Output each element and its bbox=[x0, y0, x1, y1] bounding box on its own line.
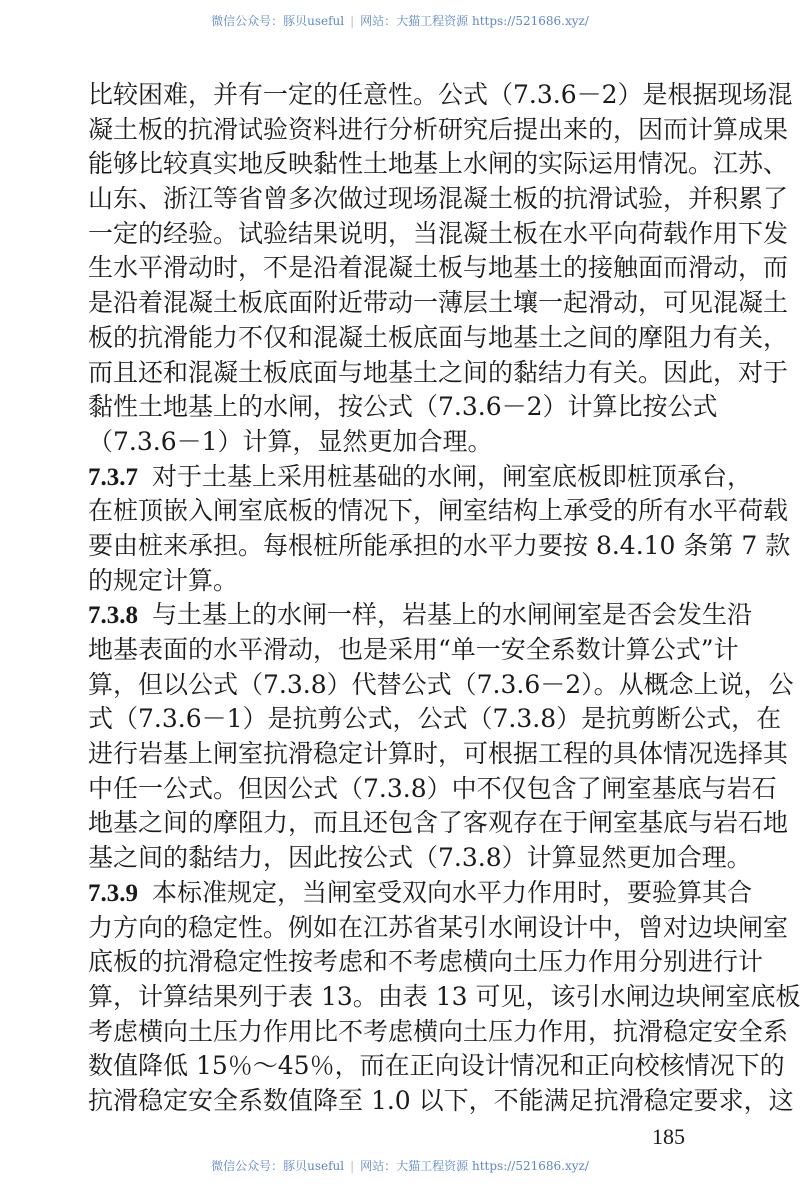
line-text: 而且还和混凝土板底面与地基土之间的黏结力有关。因此，对于 bbox=[88, 357, 789, 387]
text-line bbox=[88, 286, 789, 321]
line-text: 本标准规定，当闸室受双向水平力作用时，要验算其合 bbox=[152, 877, 753, 907]
line-text: 抗滑稳定安全系数值降至 1.0 以下，不能满足抗滑稳定要求，这 bbox=[88, 1085, 794, 1115]
line-text: 算，计算结果列于表 13。由表 13 可见，该引水闸边块闸室底板 bbox=[88, 981, 800, 1011]
section-first-line bbox=[88, 460, 753, 495]
line-text: （7.3.6－1）计算，显然更加合理。 bbox=[88, 426, 493, 456]
section-number: 7.3.7 bbox=[88, 463, 138, 491]
text-line bbox=[88, 702, 782, 737]
line-text: 比较困难，并有一定的任意性。公式（7.3.6－2）是根据现场混 bbox=[88, 80, 793, 109]
text-line bbox=[88, 633, 739, 668]
line-text: 一定的经验。试验结果说明，当混凝土板在水平向荷载作用下发 bbox=[88, 218, 789, 248]
text-line bbox=[88, 113, 789, 148]
line-text: 板的抗滑能力不仅和混凝土板底面与地基土之间的摩阻力有关， bbox=[88, 322, 789, 352]
text-line bbox=[88, 772, 777, 807]
line-text: 算，但以公式（7.3.8）代替公式（7.3.6－2）。从概念上说，公 bbox=[88, 669, 794, 699]
text-line bbox=[88, 356, 789, 391]
line-text: 的规定计算。 bbox=[88, 565, 239, 595]
watermark-right: 网站：大猫工程资源 https://521686.xyz/ bbox=[360, 1159, 589, 1173]
text-line bbox=[88, 980, 800, 1015]
footer-watermark bbox=[0, 1158, 800, 1174]
text-line bbox=[88, 529, 791, 564]
line-text: 山东、浙江等省曾多次做过现场混凝土板的抗滑试验，并积累了 bbox=[88, 184, 789, 214]
line-text: 中任一公式。但因公式（7.3.8）中不仅包含了闸室基底与岩石 bbox=[88, 773, 777, 803]
section-number: 7.3.8 bbox=[88, 602, 138, 630]
line-text: 在桩顶嵌入闸室底板的情况下，闸室结构上承受的所有水平荷载 bbox=[88, 496, 789, 526]
text-line bbox=[88, 321, 789, 356]
line-text: 是沿着混凝土板底面附近带动一薄层土壤一起滑动，可见混凝土 bbox=[88, 288, 789, 318]
line-text: 数值降低 15％～45％，而在正向设计情况和正向校核情况下的 bbox=[88, 1051, 785, 1081]
text-line bbox=[88, 1049, 785, 1084]
text-line bbox=[88, 425, 714, 460]
watermark-separator: | bbox=[350, 1159, 355, 1173]
line-text: 底板的抗滑稳定性按考虑和不考虑横向土压力作用分别进行计 bbox=[88, 947, 764, 977]
text-line bbox=[88, 564, 714, 599]
line-text: 与土基上的水闸一样，岩基上的水闸闸室是否会发生沿 bbox=[152, 600, 753, 630]
page-number: 185 bbox=[652, 1124, 685, 1149]
watermark-left: 微信公众号：豚贝useful bbox=[211, 14, 345, 28]
text-line bbox=[88, 147, 789, 182]
section-first-line bbox=[88, 876, 753, 911]
line-text: 力方向的稳定性。例如在江苏省某引水闸设计中，曾对边块闸室 bbox=[88, 912, 789, 942]
watermark-left: 微信公众号：豚贝useful bbox=[211, 1159, 345, 1173]
document-body bbox=[88, 78, 800, 1119]
header-watermark bbox=[0, 13, 800, 29]
line-text: 式（7.3.6－1）是抗剪公式，公式（7.3.8）是抗剪断公式，在 bbox=[88, 704, 782, 734]
watermark-right: 网站：大猫工程资源 https://521686.xyz/ bbox=[360, 14, 589, 28]
text-line bbox=[88, 737, 789, 772]
watermark-separator: | bbox=[350, 14, 355, 28]
line-text: 要由桩来承担。每根桩所能承担的水平力要按 8.4.10 条第 7 款 bbox=[88, 530, 791, 560]
text-line bbox=[88, 668, 794, 703]
text-line bbox=[88, 945, 764, 980]
text-line bbox=[88, 806, 789, 841]
line-text: 对于土基上采用桩基础的水闸，闸室底板即桩顶承台， bbox=[152, 461, 753, 491]
line-text: 凝土板的抗滑试验资料进行分析研究后提出来的，因而计算成果 bbox=[88, 114, 789, 144]
line-text: 生水平滑动时，不是沿着混凝土板与地基土的接触面而滑动，而 bbox=[88, 253, 789, 283]
text-line bbox=[88, 390, 718, 425]
line-text: 地基之间的摩阻力，而且还包含了客观存在于闸室基底与岩石地 bbox=[88, 808, 789, 838]
section-first-line bbox=[88, 598, 753, 633]
text-line bbox=[88, 1084, 794, 1119]
text-line bbox=[88, 78, 793, 113]
section-number: 7.3.9 bbox=[88, 879, 138, 907]
text-line bbox=[88, 841, 752, 876]
line-text: 能够比较真实地反映黏性土地基上水闸的实际运用情况。江苏、 bbox=[88, 149, 789, 179]
text-line bbox=[88, 182, 789, 217]
text-line bbox=[88, 217, 789, 252]
text-line bbox=[88, 251, 789, 286]
line-text: 考虑横向土压力作用比不考虑横向土压力作用，抗滑稳定安全系 bbox=[88, 1016, 789, 1046]
text-line bbox=[88, 911, 789, 946]
line-text: 进行岩基上闸室抗滑稳定计算时，可根据工程的具体情况选择其 bbox=[88, 739, 789, 769]
text-line bbox=[88, 494, 789, 529]
line-text: 地基表面的水平滑动，也是采用“单一安全系数计算公式”计 bbox=[88, 635, 739, 664]
text-line bbox=[88, 1015, 789, 1050]
line-text: 基之间的黏结力，因此按公式（7.3.8）计算显然更加合理。 bbox=[88, 843, 752, 873]
line-text: 黏性土地基上的水闸，按公式（7.3.6－2）计算比按公式 bbox=[88, 392, 718, 422]
